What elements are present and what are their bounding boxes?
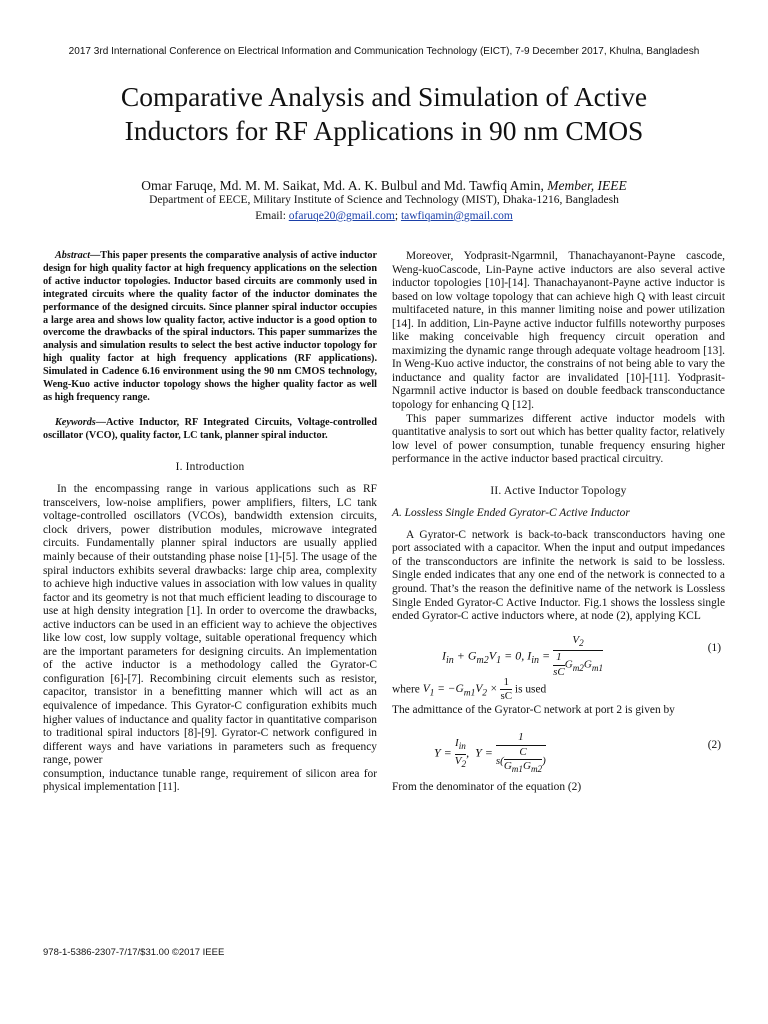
abstract [43, 250, 377, 405]
equation-2-number: (2) [707, 739, 721, 752]
author-list [0, 178, 768, 194]
abstract-text: —This paper presents the comparative analysis of active inductor design for high quality factor at high frequency applications on the selection of active inductor topologies. Inductor based circuits are commonly used in integrated circuits where the quality factor of the inductor dominates the performance of the designed circuits. Since planner spiral inductor occupies a large area and shows low quality factor, active inductor is a good option to overcome the drawbacks of the spiral inductors. This paper summarizes the analysis and simulation results to select the best active inductor topology for high quality factor at high frequency applications (RF applications). Simulated in Cadence 6.16 environment using the 90 nm CMOS technology, Weng-Kuo active inductor topology shows the higher quality factor as well as high frequency range. [43, 250, 377, 403]
from-line: From the denominator of the equation (2) [392, 781, 582, 794]
section-heading-topology: II. Active Inductor Topology [490, 484, 627, 497]
equation-2-body: Y = $\frac{I_{in}}{V_2}$ , Y = 1 s( $\frac{C}{G_{m1}G_{m2}}$ ) [434, 731, 546, 777]
equation-1-body: $I_{in} + G_{m2}V_1 = 0$, $I_{in}$ = $V_2$ $\frac{1}{sC}$ $G_{m2}G_{m1}$ [442, 633, 604, 678]
email-line [0, 210, 768, 222]
intro-paragraph-1: In the encompassing range in various applications such as RF transceivers, low-noise amplifiers, power amplifiers, filters, LC tank voltage-controlled oscillators (VCOs), bandwidth extension circuits, clock drivers, power distribution modules, microwave integrated circuits. Fundamentally planner spiral inductors are usually applied mainly because of their outstanding phase noise [1]-[5]. The usage of the spiral inductors exhibits several drawbacks: large chip area, complexity to achieve high inductive values in association with low values in quality factor and its geometry is not that much efficient leading to discourage to use at high density integration [1]. In order to overcome the drawbacks, active inductors can be used in an efficient way to achieve the objectives like low cost, low supply voltage, suitable operational frequency which are the important parameters for designing circuits. An implementation of the active inductor is a methodology called the Gyrator-C configuration [6]-[7]. Recombining circuit elements such as resistor, capacitor, transistor in a benefitting manner which will act as an equivalence of impedance. This Gyrator-C configuration exhibits much higher values of inductance and quality factor in quantitative comparison to traditional spiral inductors [8]-[9]. Gyrator-C network configured in different ways and have variations in parameters such as frequency range, power [43, 483, 377, 767]
where-fraction: $\frac{1}{sC}$ [500, 675, 513, 703]
equation-2 [392, 729, 725, 773]
subsection-heading-a: A. Lossless Single Ended Gyrator-C Active Inductor [392, 507, 630, 520]
email-link-2[interactable]: tawfiqamin@gmail.com [400, 210, 513, 222]
author-role: Member, IEEE [547, 178, 627, 193]
abstract-label: Abstract [55, 250, 91, 261]
keywords [43, 417, 377, 443]
title-line-1: Comparative Analysis and Simulation of Active [120, 81, 648, 112]
keywords-label: Keywords [55, 416, 96, 428]
where-label: where [392, 683, 420, 696]
right-column [392, 250, 725, 795]
body-paragraph-1: Moreover, Yodprasit-Ngarmnil, Thanachayanont-Payne cascode, Weng-kuoCascode, Lin-Payne active inductors are also several active inductor topologies [10]-[14]. Thanachayanont-Payne active inductor is based on low voltage topology that can achieve high Q with least circuit multifaceted nature, in this manner limiting noise and power utilization [14]. In addition, Lin-Payne active inductor fulfills noteworthy purposes like making conceivable high frequency circuit operation and maximizing the dynamic range through adequate voltage headroom [13]. In Weng-Kuo active inductor, the constrains of not being able to vary the inductance and quality factor are invalidated [10]-[11]. Yodprasit-Ngarmnil active inductor is based on double feedback transconductance topology for enhancing Q [12]. [392, 250, 725, 412]
email-label: Email: [255, 210, 286, 222]
conference-header: 2017 3rd International Conference on Electrical Information and Communication Technology (EICT), 7-9 December 2017, Khulna, Bangladesh [68, 46, 700, 57]
section-heading-introduction: I. Introduction [175, 460, 245, 473]
keywords-text: —Active Inductor, RF Integrated Circuits, Voltage-controlled oscillator (VCO), quality factor, LC tank, planner spiral inductor. [43, 416, 377, 441]
equation-1 [392, 632, 725, 678]
admittance-line: The admittance of the Gyrator-C network at port 2 is given by [392, 703, 675, 716]
equation-2-fraction-1: $\frac{I_{in}}{V_2}$ [455, 737, 466, 771]
where-tail: is used [514, 683, 547, 696]
email-link-1[interactable]: ofaruqe20@gmail.com [288, 210, 395, 222]
where-line: where $V_1 = -G_{m1}V_2$ × $\frac{1}{sC}$ is used [392, 675, 547, 703]
equation-1-number: (1) [707, 641, 721, 654]
body-paragraph-2: This paper summarizes different active inductor models with quantitative analysis to sort out which has better quality factor, relatively low level of power consumption, tunable frequency ensuring higher performance in the active inductor based practical circuitry. [392, 412, 725, 466]
email-separator: ; [394, 210, 399, 222]
affiliation: Department of EECE, Military Institute of Science and Technology (MIST), Dhaka-1216, Bangladesh [149, 194, 619, 206]
copyright-footer: 978-1-5386-2307-7/17/$31.00 ©2017 IEEE [43, 947, 225, 958]
title-line-2: Inductors for RF Applications in 90 nm CMOS [124, 115, 644, 146]
paper-title [40, 80, 728, 148]
equation-2-fraction-2: 1 s( $\frac{C}{G_{m1}G_{m2}}$ ) [496, 731, 546, 777]
equation-1-fraction: $V_2$ $\frac{1}{sC}$ $G_{m2}G_{m1}$ [553, 633, 604, 678]
authors-names: Omar Faruqe, Md. M. M. Saikat, Md. A. K. Bulbul and Md. Tawfiq Amin, [141, 178, 544, 193]
body-paragraph-3: A Gyrator-C network is back-to-back transconductors having one port associated with a capacitor. When the input and output impedances of the transconductors are infinite the network is said to be lossless. Single ended indicates that any one end of the network is connected to a ground. That’s the reason the definitive name of the network is Lossless Single Ended Gyrator-C Active Inductor. Fig.1 shows the lossless single ended Gyrator-C active inductors where, at node (2), applying KCL [392, 528, 725, 623]
intro-paragraph-2: consumption, inductance tunable range, requirement of silicon area for physical implementation [11]. [43, 767, 377, 794]
left-column [43, 250, 377, 795]
